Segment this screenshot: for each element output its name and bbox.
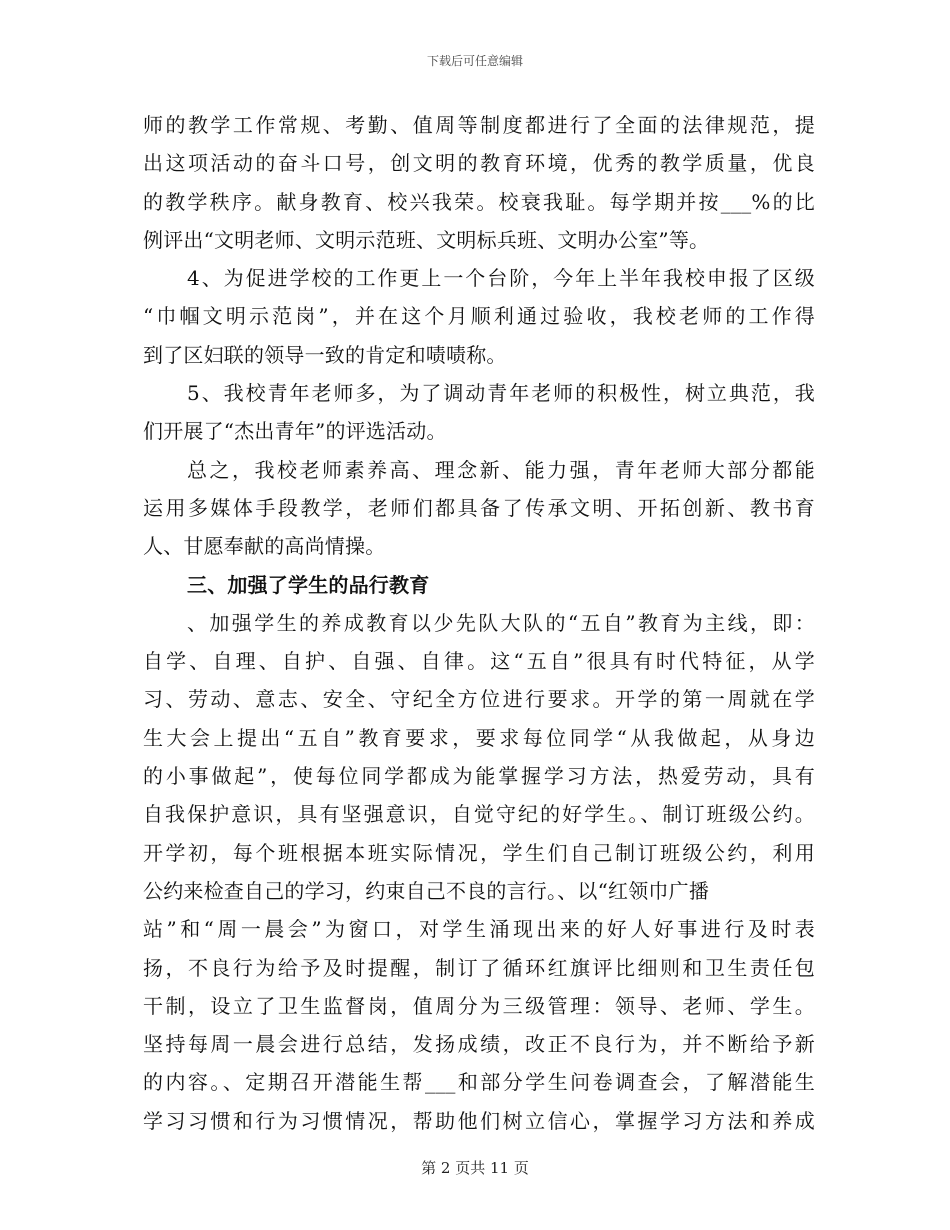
body-line: 站”和“周一晨会”为窗口，对学生涌现出来的好人好事进行及时表 [143, 917, 815, 942]
body-line: 们开展了“杰出青年”的评选活动。 [143, 419, 447, 444]
body-line: 干制，设立了卫生监督岗，值周分为三级管理：领导、老师、学生。 [143, 993, 815, 1018]
body-line: 开学初，每个班根据本班实际情况，学生们自己制订班级公约，利用 [143, 840, 815, 865]
body-line: 的小事做起”，使每位同学都成为能掌握学习方法，热爱劳动，具有 [143, 764, 815, 789]
body-line: 例评出“文明老师、文明示范班、文明标兵班、文明办公室”等。 [143, 227, 710, 252]
body-line: 、加强学生的养成教育以少先队大队的“五自”教育为主线，即： [187, 610, 815, 635]
section-heading: 三、加强了学生的品行教育 [187, 572, 430, 597]
body-line: 公约来检查自己的学习，约束自己不良的言行。、以“红领巾广播 [143, 878, 710, 903]
page-footer: 第 2 页共 11 页 [421, 1159, 529, 1177]
document-body [143, 106, 815, 1140]
body-line: 师的教学工作常规、考勤、值周等制度都进行了全面的法律规范，提 [143, 113, 815, 137]
body-line: “巾帼文明示范岗”，并在这个月顺利通过验收，我校老师的工作得 [143, 304, 815, 329]
body-line: 出这项活动的奋斗口号，创文明的教育环境，优秀的教学质量，优良 [143, 151, 815, 176]
body-line: 习、劳动、意志、安全、守纪全方位进行要求。开学的第一周就在学 [143, 687, 815, 712]
body-line: 的内容。、定期召开潜能生帮___和部分学生问卷调查会，了解潜能生 [143, 1070, 815, 1095]
body-line: 学习习惯和行为习惯情况，帮助他们树立信心，掌握学习方法和养成 [143, 1108, 815, 1133]
body-line: 坚持每周一晨会进行总结，发扬成绩，改正不良行为，并不断给予新 [143, 1032, 815, 1057]
body-line: 运用多媒体手段教学，老师们都具备了传承文明、开拓创新、教书育 [143, 495, 815, 520]
body-line: 自我保护意识，具有坚强意识，自觉守纪的好学生。、制订班级公约。 [143, 802, 815, 827]
body-line: 自学、自理、自护、自强、自律。这“五自”很具有时代特征，从学 [143, 649, 815, 674]
body-line: 5、我校青年老师多，为了调动青年老师的积极性，树立典范，我 [187, 381, 815, 406]
body-line: 4、为促进学校的工作更上一个台阶，今年上半年我校申报了区级 [187, 266, 815, 291]
body-line: 到了区妇联的领导一致的肯定和啧啧称。 [143, 342, 507, 367]
body-line: 的教学秩序。献身教育、校兴我荣。校衰我耻。每学期并按___%的比 [143, 189, 815, 214]
body-line: 总之，我校老师素养高、理念新、能力强，青年老师大部分都能 [187, 457, 815, 482]
body-line: 人、甘愿奉献的高尚情操。 [143, 534, 386, 559]
body-line: 生大会上提出“五自”教育要求，要求每位同学“从我做起，从身边 [143, 725, 815, 750]
body-line: 扬，不良行为给予及时提醒，制订了循环红旗评比细则和卫生责任包 [143, 955, 815, 980]
page-header: 下载后可任意编辑 [426, 54, 523, 68]
